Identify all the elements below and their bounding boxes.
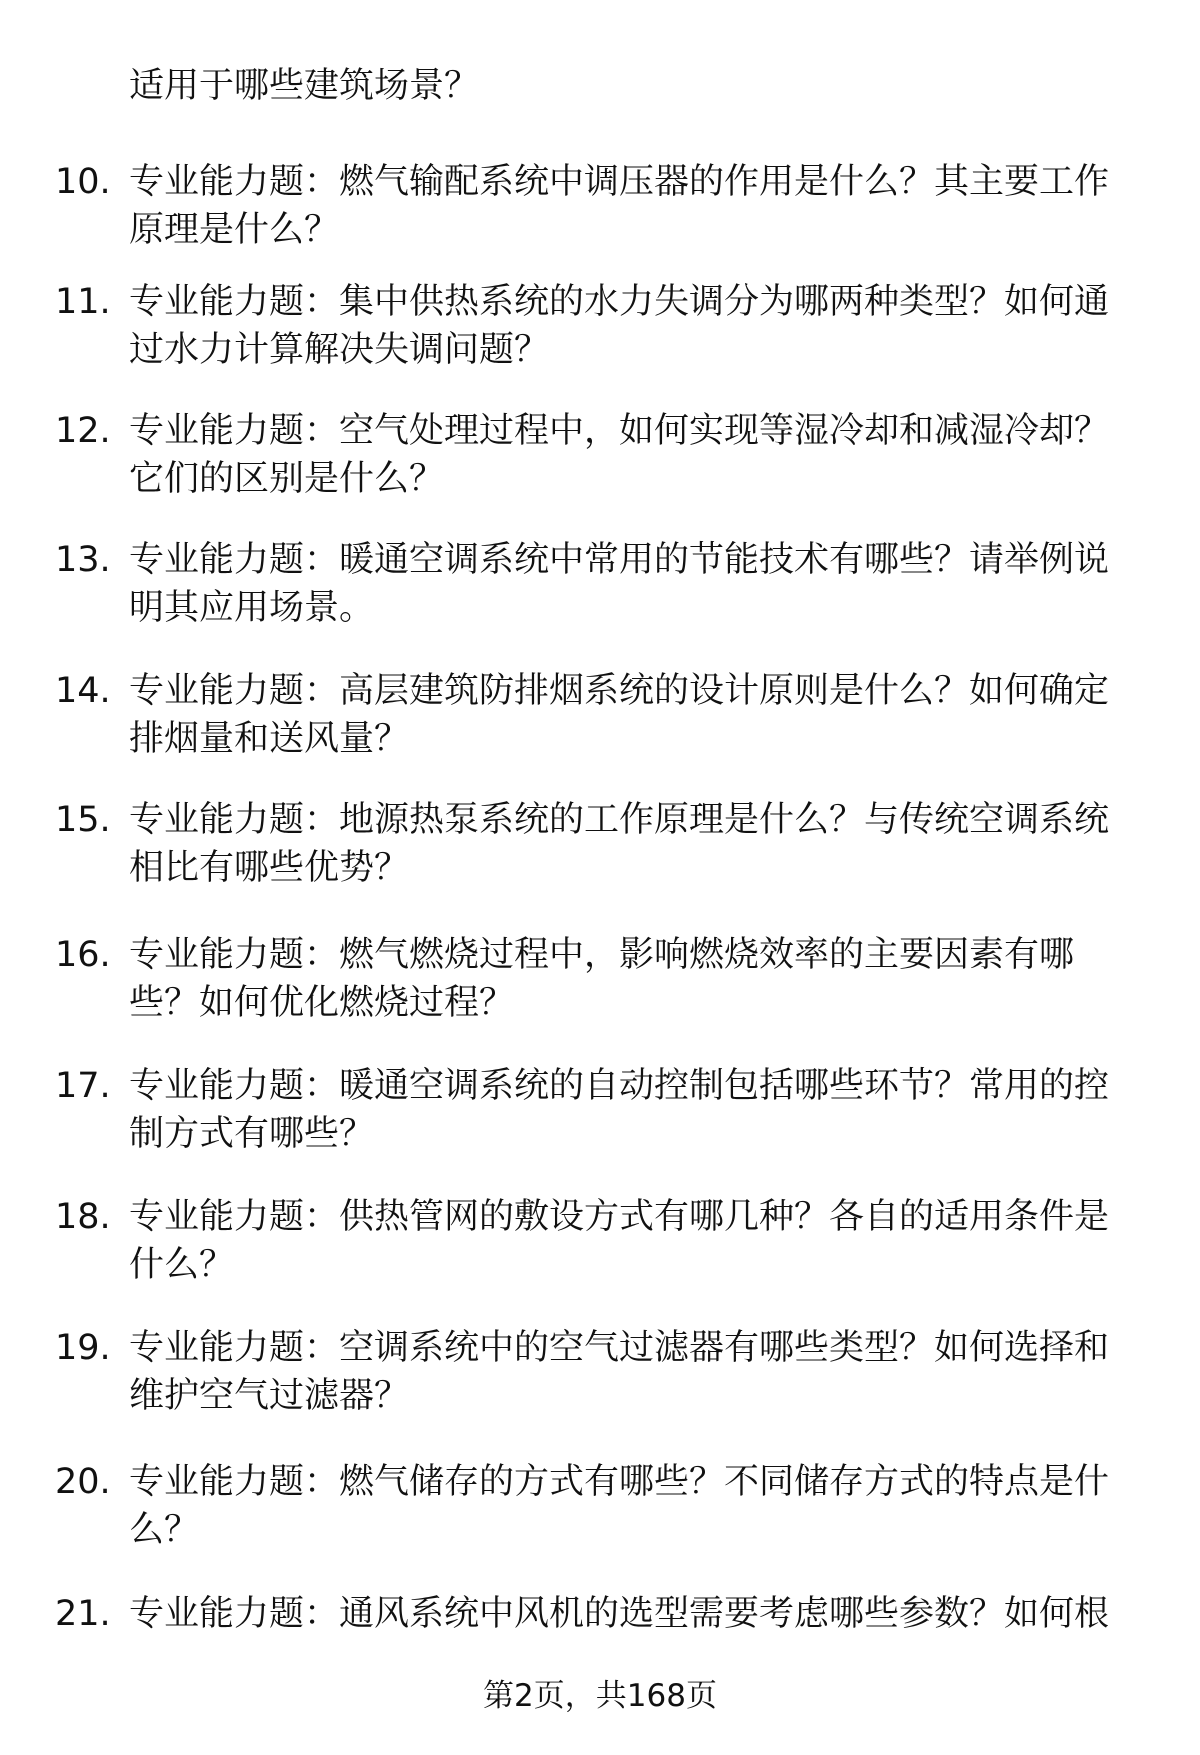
question-text-line-2: 过水力计算解决失调问题？ xyxy=(129,330,550,370)
question-number: 13. xyxy=(55,540,111,580)
question-text-line-1: 专业能力题：空气处理过程中，如何实现等湿冷却和减湿冷却？ xyxy=(129,411,1110,451)
question-item xyxy=(0,407,1200,517)
question-text-line-2: 什么？ xyxy=(129,1245,235,1285)
question-number: 11. xyxy=(55,282,111,322)
question-item xyxy=(0,796,1200,906)
question-text-line-1: 专业能力题：空调系统中的空气过滤器有哪些类型？如何选择和 xyxy=(129,1328,1110,1368)
question-text-line-2: 些？如何优化燃烧过程？ xyxy=(129,983,515,1023)
question-text-line-2: 它们的区别是什么？ xyxy=(129,459,445,499)
question-number: 18. xyxy=(55,1197,111,1237)
question-text-line-2: 么？ xyxy=(129,1510,200,1550)
question-text-line-1: 专业能力题：高层建筑防排烟系统的设计原则是什么？如何确定 xyxy=(129,671,1110,711)
question-item xyxy=(0,931,1200,1041)
question-text-line-1: 专业能力题：暖通空调系统的自动控制包括哪些环节？常用的控 xyxy=(129,1066,1110,1106)
question-number: 14. xyxy=(55,671,111,711)
question-number: 17. xyxy=(55,1066,111,1106)
question-text-line-1: 专业能力题：集中供热系统的水力失调分为哪两种类型？如何通 xyxy=(129,282,1110,322)
question-number: 12. xyxy=(55,411,111,451)
question-text-line-2: 制方式有哪些？ xyxy=(129,1114,375,1154)
question-text-line-2: 原理是什么？ xyxy=(129,210,340,250)
question-item xyxy=(0,278,1200,388)
question-item xyxy=(0,536,1200,646)
question-text-line-2: 明其应用场景。 xyxy=(129,588,375,628)
question-number: 10. xyxy=(55,162,111,202)
question-text-line-1: 专业能力题：通风系统中风机的选型需要考虑哪些参数？如何根 xyxy=(129,1594,1110,1634)
question-number: 20. xyxy=(55,1462,111,1502)
continuation-line: 适用于哪些建筑场景？ xyxy=(129,66,480,106)
question-number: 16. xyxy=(55,935,111,975)
question-text-line-1: 专业能力题：供热管网的敷设方式有哪几种？各自的适用条件是 xyxy=(129,1197,1110,1237)
question-item xyxy=(0,1062,1200,1172)
question-item xyxy=(0,667,1200,777)
question-text-line-1: 专业能力题：燃气输配系统中调压器的作用是什么？其主要工作 xyxy=(129,162,1110,202)
question-text-line-2: 排烟量和送风量？ xyxy=(129,719,410,759)
question-item xyxy=(0,1193,1200,1303)
question-text-line-1: 专业能力题：地源热泵系统的工作原理是什么？与传统空调系统 xyxy=(129,800,1110,840)
question-item xyxy=(0,1324,1200,1434)
page-footer: 第2页，共168页 xyxy=(483,1678,717,1714)
question-item xyxy=(0,1458,1200,1568)
question-text-line-1: 专业能力题：暖通空调系统中常用的节能技术有哪些？请举例说 xyxy=(129,540,1110,580)
question-text-line-2: 维护空气过滤器？ xyxy=(129,1376,410,1416)
question-number: 21. xyxy=(55,1594,111,1634)
question-item xyxy=(0,158,1200,268)
question-text-line-2: 相比有哪些优势？ xyxy=(129,848,410,888)
question-text-line-1: 专业能力题：燃气储存的方式有哪些？不同储存方式的特点是什 xyxy=(129,1462,1110,1502)
question-number: 15. xyxy=(55,800,111,840)
question-text-line-1: 专业能力题：燃气燃烧过程中，影响燃烧效率的主要因素有哪 xyxy=(129,935,1075,975)
question-number: 19. xyxy=(55,1328,111,1368)
